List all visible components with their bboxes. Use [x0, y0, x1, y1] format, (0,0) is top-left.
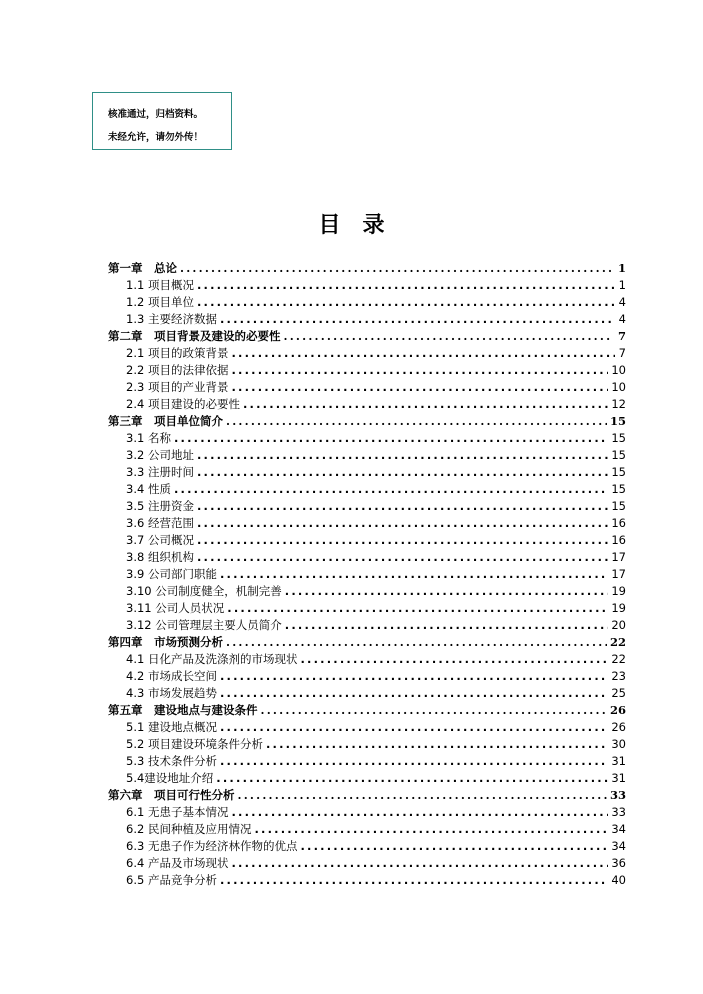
toc-section-entry[interactable] — [108, 649, 626, 666]
toc-title: 目录 — [318, 212, 407, 238]
toc-dot-leader — [231, 805, 608, 819]
toc-section-entry[interactable] — [108, 394, 626, 411]
toc-dot-leader — [226, 414, 607, 428]
toc-section-entry[interactable] — [108, 360, 626, 377]
toc-entry-label: 3.10 公司制度健全，机制完善 — [126, 584, 282, 598]
toc-page-number: 33 — [611, 805, 626, 819]
toc-entry-label: 1.3 主要经济数据 — [126, 312, 217, 326]
toc-page-number: 1 — [618, 278, 626, 292]
toc-section-entry[interactable] — [108, 309, 626, 326]
toc-page-number: 31 — [611, 771, 626, 785]
toc-page-number: 19 — [611, 584, 626, 598]
toc-dot-leader — [197, 516, 608, 530]
toc-entry-label: 1.1 项目概况 — [126, 278, 194, 292]
toc-dot-leader — [220, 686, 608, 700]
toc-entry-label: 2.3 项目的产业背景 — [126, 380, 229, 394]
toc-section-entry[interactable] — [108, 530, 626, 547]
toc-entry-label: 2.4 项目建设的必要性 — [126, 397, 240, 411]
toc-entry-label: 2.2 项目的法律依据 — [126, 363, 229, 377]
toc-page-number: 22 — [611, 652, 626, 666]
toc-dot-leader — [220, 720, 608, 734]
toc-dot-leader — [197, 499, 608, 513]
toc-dot-leader — [231, 363, 608, 377]
toc-entry-label: 6.1 无患子基本情况 — [126, 805, 229, 819]
toc-dot-leader — [174, 431, 608, 445]
toc-entry-label: 3.8 组织机构 — [126, 550, 194, 564]
toc-page-number: 30 — [611, 737, 626, 751]
toc-page-number: 26 — [609, 703, 626, 717]
toc-section-entry[interactable] — [108, 598, 626, 615]
toc-page-number: 15 — [611, 482, 626, 496]
toc-entry-label: 3.5 注册资金 — [126, 499, 194, 513]
toc-entry-label: 3.11 公司人员状况 — [126, 601, 225, 615]
toc-entry-label: 第二章 项目背景及建设的必要性 — [108, 329, 281, 343]
toc-page-number: 20 — [611, 618, 626, 632]
toc-dot-leader — [226, 635, 607, 649]
toc-entry-label: 第三章 项目单位简介 — [108, 414, 223, 428]
toc-dot-leader — [216, 771, 608, 785]
toc-section-entry[interactable] — [108, 564, 626, 581]
toc-section-entry[interactable] — [108, 717, 626, 734]
toc-page-number: 15 — [609, 414, 626, 428]
toc-page-number: 25 — [611, 686, 626, 700]
toc-dot-leader — [220, 567, 608, 581]
toc-dot-leader — [220, 873, 608, 887]
toc-page-number: 23 — [611, 669, 626, 683]
toc-entry-label: 3.7 公司概况 — [126, 533, 194, 547]
toc-page-number: 40 — [611, 873, 626, 887]
toc-section-entry[interactable] — [108, 802, 626, 819]
toc-dot-leader — [300, 839, 608, 853]
toc-chapter-entry[interactable] — [108, 326, 626, 343]
toc-entry-label: 3.9 公司部门职能 — [126, 567, 217, 581]
toc-chapter-entry[interactable] — [108, 258, 626, 275]
toc-dot-leader — [285, 618, 609, 632]
toc-entry-label: 5.1 建设地点概况 — [126, 720, 217, 734]
toc-entry-label: 4.3 市场发展趋势 — [126, 686, 217, 700]
toc-chapter-entry[interactable] — [108, 411, 626, 428]
stamp-line-confidential: 未经允许，请勿外传！ — [108, 132, 204, 143]
toc-chapter-entry[interactable] — [108, 632, 626, 649]
toc-dot-leader — [231, 856, 608, 870]
toc-section-entry[interactable] — [108, 683, 626, 700]
toc-page-number: 16 — [611, 533, 626, 547]
toc-entry-label: 1.2 项目单位 — [126, 295, 194, 309]
toc-entry-label: 3.4 性质 — [126, 482, 171, 496]
toc-page-number: 15 — [611, 499, 626, 513]
toc-entry-label: 3.12 公司管理层主要人员简介 — [126, 618, 282, 632]
toc-page-number: 10 — [611, 380, 626, 394]
toc-section-entry[interactable] — [108, 581, 626, 598]
toc-page-number: 19 — [611, 601, 626, 615]
toc-dot-leader — [227, 601, 608, 615]
toc-dot-leader — [266, 737, 608, 751]
toc-section-entry[interactable] — [108, 428, 626, 445]
toc-page-number: 31 — [611, 754, 626, 768]
toc-dot-leader — [220, 754, 608, 768]
toc-section-entry[interactable] — [108, 734, 626, 751]
toc-section-entry[interactable] — [108, 513, 626, 530]
toc-entry-label: 4.2 市场成长空间 — [126, 669, 217, 683]
toc-dot-leader — [254, 822, 608, 836]
toc-entry-label: 第六章 项目可行性分析 — [108, 788, 235, 802]
toc-entry-label: 3.3 注册时间 — [126, 465, 194, 479]
toc-entry-label: 6.3 无患子作为经济林作物的优点 — [126, 839, 298, 853]
toc-section-entry[interactable] — [108, 751, 626, 768]
toc-dot-leader — [238, 788, 607, 802]
toc-entry-label: 3.6 经营范围 — [126, 516, 194, 530]
toc-entry-label: 5.2 项目建设环境条件分析 — [126, 737, 263, 751]
toc-dot-leader — [220, 312, 615, 326]
toc-entry-label: 第五章 建设地点与建设条件 — [108, 703, 258, 717]
toc-entry-label: 2.1 项目的政策背景 — [126, 346, 229, 360]
toc-page-number: 17 — [611, 567, 626, 581]
toc-dot-leader — [197, 295, 615, 309]
table-of-contents — [108, 258, 626, 887]
toc-section-entry[interactable] — [108, 547, 626, 564]
toc-chapter-entry[interactable] — [108, 700, 626, 717]
toc-entry-label: 6.5 产品竞争分析 — [126, 873, 217, 887]
toc-dot-leader — [243, 397, 608, 411]
toc-dot-leader — [220, 669, 608, 683]
toc-entry-label: 第四章 市场预测分析 — [108, 635, 223, 649]
toc-page-number: 15 — [611, 465, 626, 479]
toc-page-number: 4 — [618, 295, 626, 309]
toc-section-entry[interactable] — [108, 819, 626, 836]
toc-section-entry[interactable] — [108, 377, 626, 394]
toc-page-number: 33 — [609, 788, 626, 802]
approval-stamp-box — [92, 92, 232, 150]
toc-section-entry[interactable] — [108, 292, 626, 309]
toc-entry-label: 5.4建设地址介绍 — [126, 771, 214, 785]
toc-page-number: 16 — [611, 516, 626, 530]
toc-page-number: 26 — [611, 720, 626, 734]
toc-entry-label: 3.2 公司地址 — [126, 448, 194, 462]
toc-entry-label: 3.1 名称 — [126, 431, 171, 445]
toc-dot-leader — [197, 533, 608, 547]
toc-dot-leader — [174, 482, 608, 496]
toc-section-entry[interactable] — [108, 445, 626, 462]
toc-section-entry[interactable] — [108, 479, 626, 496]
toc-dot-leader — [197, 550, 608, 564]
toc-page-number: 34 — [611, 839, 626, 853]
toc-entry-label: 5.3 技术条件分析 — [126, 754, 217, 768]
toc-page-number: 4 — [618, 312, 626, 326]
toc-dot-leader — [261, 703, 607, 717]
toc-section-entry[interactable] — [108, 768, 626, 785]
toc-dot-leader — [231, 346, 615, 360]
toc-dot-leader — [300, 652, 608, 666]
toc-page-number: 34 — [611, 822, 626, 836]
toc-section-entry[interactable] — [108, 343, 626, 360]
toc-page-number: 7 — [617, 329, 626, 343]
stamp-line-approved: 核准通过，归档资料。 — [108, 109, 204, 120]
toc-page-number: 22 — [609, 635, 626, 649]
toc-section-entry[interactable] — [108, 836, 626, 853]
toc-entry-label: 4.1 日化产品及洗涤剂的市场现状 — [126, 652, 298, 666]
toc-chapter-entry[interactable] — [108, 785, 626, 802]
toc-page-number: 36 — [611, 856, 626, 870]
toc-page-number: 15 — [611, 448, 626, 462]
toc-section-entry[interactable] — [108, 870, 626, 887]
toc-dot-leader — [285, 584, 609, 598]
toc-page-number: 7 — [618, 346, 626, 360]
toc-page-number: 10 — [611, 363, 626, 377]
toc-page-number: 17 — [611, 550, 626, 564]
toc-dot-leader — [197, 448, 608, 462]
toc-dot-leader — [197, 465, 608, 479]
toc-entry-label: 6.2 民间种植及应用情况 — [126, 822, 252, 836]
toc-section-entry[interactable] — [108, 666, 626, 683]
toc-section-entry[interactable] — [108, 615, 626, 632]
toc-entry-label: 第一章 总论 — [108, 261, 177, 275]
toc-dot-leader — [284, 329, 612, 343]
toc-section-entry[interactable] — [108, 462, 626, 479]
toc-page-number: 1 — [617, 261, 626, 275]
toc-section-entry[interactable] — [108, 275, 626, 292]
toc-dot-leader — [180, 261, 611, 275]
toc-page-number: 12 — [611, 397, 626, 411]
toc-dot-leader — [197, 278, 615, 292]
toc-section-entry[interactable] — [108, 496, 626, 513]
toc-entry-label: 6.4 产品及市场现状 — [126, 856, 229, 870]
toc-page-number: 15 — [611, 431, 626, 445]
toc-section-entry[interactable] — [108, 853, 626, 870]
toc-dot-leader — [231, 380, 608, 394]
